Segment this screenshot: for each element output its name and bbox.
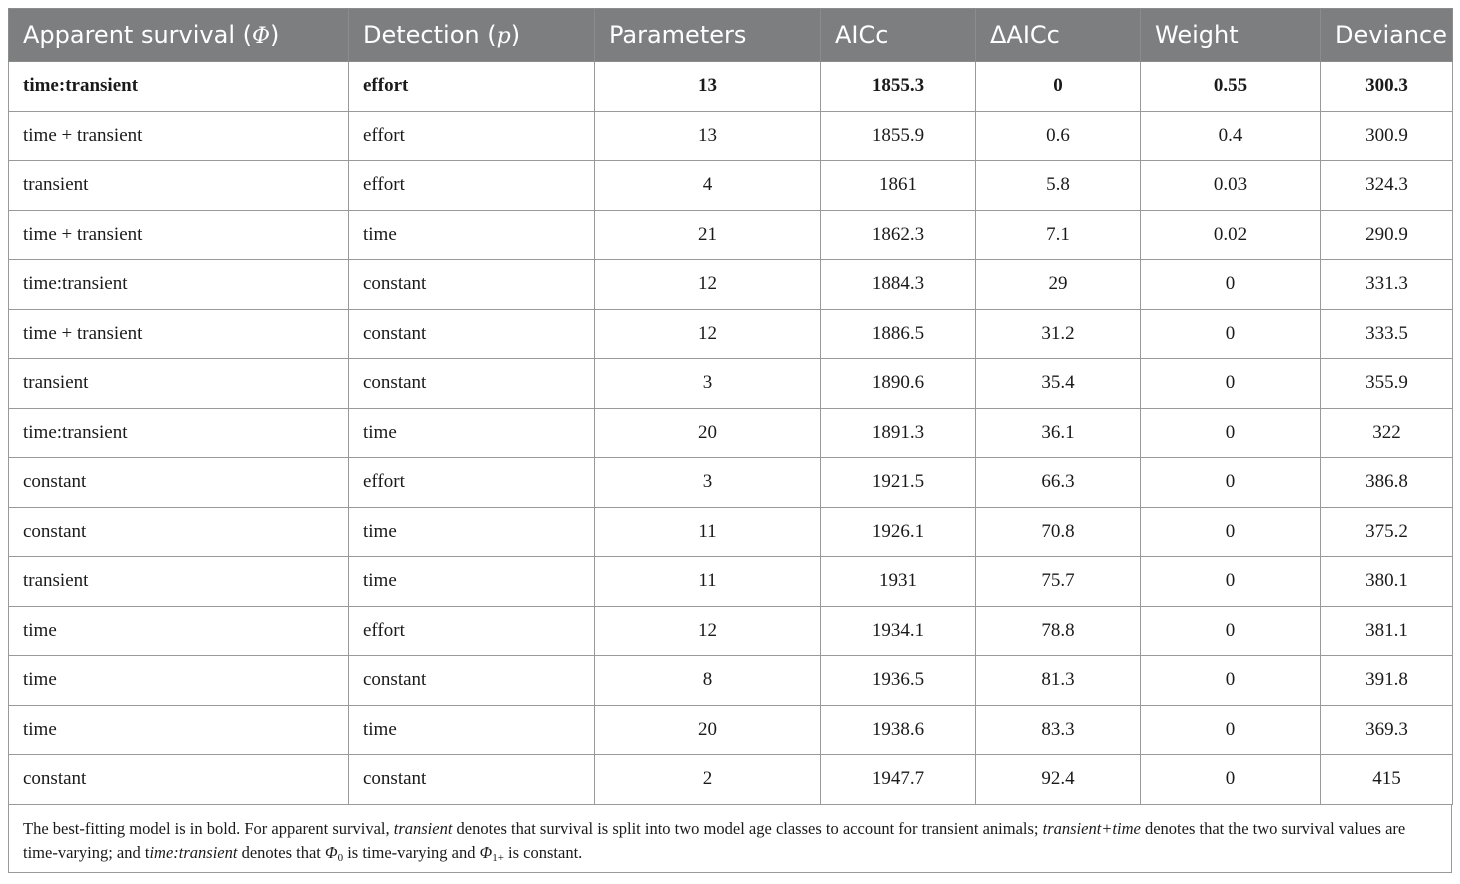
table-row [9,606,1453,656]
cell-detection: effort [349,606,595,656]
cell-delta-aicc: 81.3 [976,656,1141,706]
cell-weight: 0 [1141,458,1321,508]
cell-aicc: 1861 [821,161,976,211]
footnote-text: denotes that the two survival values are time-varying; and t [23,818,1406,862]
cell-delta-aicc: 36.1 [976,408,1141,458]
cell-parameters: 20 [595,408,821,458]
table-row [9,210,1453,260]
table-row [9,408,1453,458]
cell-weight: 0 [1141,606,1321,656]
phi-subscript: 1+ [492,851,504,864]
table-footnote [8,805,1452,873]
table-row [9,62,1453,112]
cell-parameters: 20 [595,705,821,755]
cell-detection: constant [349,755,595,805]
cell-aicc: 1934.1 [821,606,976,656]
cell-aicc: 1947.7 [821,755,976,805]
header-deviance [1321,9,1453,62]
cell-delta-aicc: 7.1 [976,210,1141,260]
cell-detection: time [349,705,595,755]
cell-deviance: 415 [1321,755,1453,805]
table-row [9,656,1453,706]
cell-parameters: 3 [595,359,821,409]
results-table-container [8,8,1452,873]
footnote-text: is time-varying and [343,842,480,862]
cell-aicc: 1926.1 [821,507,976,557]
cell-deviance: 331.3 [1321,260,1453,310]
cell-deviance: 333.5 [1321,309,1453,359]
cell-survival: constant [9,507,349,557]
cell-survival: transient [9,359,349,409]
cell-weight: 0 [1141,359,1321,409]
cell-aicc: 1891.3 [821,408,976,458]
cell-aicc: 1862.3 [821,210,976,260]
cell-detection: effort [349,111,595,161]
header-label: ) [510,21,521,49]
header-label: Weight [1155,21,1239,49]
cell-delta-aicc: 29 [976,260,1141,310]
cell-weight: 0.03 [1141,161,1321,211]
header-aicc [821,9,976,62]
header-detection [349,9,595,62]
footnote-italic-term: transient+time [1042,818,1141,838]
cell-weight: 0 [1141,755,1321,805]
header-delta-aicc [976,9,1141,62]
cell-survival: time [9,705,349,755]
cell-deviance: 300.9 [1321,111,1453,161]
cell-aicc: 1890.6 [821,359,976,409]
cell-aicc: 1886.5 [821,309,976,359]
cell-weight: 0 [1141,309,1321,359]
header-label: AICc [835,21,889,49]
cell-deviance: 381.1 [1321,606,1453,656]
header-weight [1141,9,1321,62]
cell-survival: time:transient [9,408,349,458]
footnote-italic-term: ime:transient [149,842,238,862]
cell-parameters: 12 [595,606,821,656]
cell-detection: time [349,210,595,260]
table-header [9,9,1453,62]
header-label: Parameters [609,21,747,49]
table-row [9,705,1453,755]
cell-detection: time [349,507,595,557]
cell-parameters: 13 [595,62,821,112]
footnote-text: The best-fitting model is in bold. For apparent survival, [23,818,394,838]
cell-survival: time [9,656,349,706]
cell-survival: time:transient [9,260,349,310]
cell-parameters: 11 [595,557,821,607]
table-row [9,359,1453,409]
cell-survival: constant [9,458,349,508]
cell-delta-aicc: 92.4 [976,755,1141,805]
cell-delta-aicc: 78.8 [976,606,1141,656]
cell-detection: time [349,408,595,458]
cell-delta-aicc: 5.8 [976,161,1141,211]
cell-weight: 0 [1141,557,1321,607]
cell-weight: 0 [1141,656,1321,706]
cell-delta-aicc: 83.3 [976,705,1141,755]
cell-deviance: 290.9 [1321,210,1453,260]
cell-survival: time + transient [9,210,349,260]
cell-deviance: 300.3 [1321,62,1453,112]
cell-delta-aicc: 31.2 [976,309,1141,359]
header-symbol: Φ [251,24,271,49]
cell-survival: transient [9,557,349,607]
phi-symbol: Φ [479,842,493,862]
cell-survival: time + transient [9,309,349,359]
cell-detection: constant [349,309,595,359]
table-row [9,507,1453,557]
cell-survival: transient [9,161,349,211]
cell-deviance: 324.3 [1321,161,1453,211]
table-row [9,458,1453,508]
cell-parameters: 3 [595,458,821,508]
cell-aicc: 1938.6 [821,705,976,755]
header-label: ΔAICc [990,21,1060,49]
table-body [9,62,1453,805]
cell-detection: effort [349,458,595,508]
cell-parameters: 12 [595,309,821,359]
header-row [9,9,1453,62]
cell-deviance: 380.1 [1321,557,1453,607]
cell-survival: time:transient [9,62,349,112]
phi-subscript: 0 [337,851,344,864]
cell-detection: effort [349,161,595,211]
cell-survival: constant [9,755,349,805]
cell-aicc: 1884.3 [821,260,976,310]
cell-parameters: 8 [595,656,821,706]
phi-symbol: Φ [325,842,338,862]
cell-delta-aicc: 35.4 [976,359,1141,409]
cell-weight: 0 [1141,507,1321,557]
header-parameters [595,9,821,62]
cell-detection: constant [349,260,595,310]
cell-parameters: 13 [595,111,821,161]
cell-delta-aicc: 0.6 [976,111,1141,161]
header-label: Deviance [1335,21,1447,49]
table-row [9,557,1453,607]
cell-delta-aicc: 0 [976,62,1141,112]
cell-delta-aicc: 70.8 [976,507,1141,557]
footnote-text: denotes that survival is split into two model age classes to account for transient animals; [452,818,1043,838]
cell-survival: time + transient [9,111,349,161]
cell-parameters: 12 [595,260,821,310]
table-row [9,309,1453,359]
cell-detection: constant [349,656,595,706]
table-row [9,161,1453,211]
cell-detection: constant [349,359,595,409]
cell-delta-aicc: 66.3 [976,458,1141,508]
cell-weight: 0 [1141,408,1321,458]
cell-parameters: 4 [595,161,821,211]
cell-deviance: 391.8 [1321,656,1453,706]
cell-aicc: 1931 [821,557,976,607]
cell-weight: 0 [1141,705,1321,755]
cell-deviance: 386.8 [1321,458,1453,508]
cell-weight: 0.4 [1141,111,1321,161]
cell-detection: time [349,557,595,607]
cell-weight: 0.55 [1141,62,1321,112]
header-label: Apparent survival ( [23,21,252,49]
header-apparent-survival [9,9,349,62]
cell-deviance: 369.3 [1321,705,1453,755]
table-row [9,260,1453,310]
table-row [9,111,1453,161]
cell-aicc: 1936.5 [821,656,976,706]
cell-parameters: 2 [595,755,821,805]
cell-aicc: 1855.9 [821,111,976,161]
cell-weight: 0.02 [1141,210,1321,260]
cell-weight: 0 [1141,260,1321,310]
model-selection-table [8,8,1453,805]
footnote-text: denotes that [237,842,325,862]
cell-deviance: 375.2 [1321,507,1453,557]
footnote-text: is constant. [503,842,583,862]
header-label: ) [270,21,280,49]
cell-survival: time [9,606,349,656]
cell-parameters: 21 [595,210,821,260]
cell-deviance: 322 [1321,408,1453,458]
table-row [9,755,1453,805]
header-label: Detection ( [363,21,497,49]
cell-parameters: 11 [595,507,821,557]
header-symbol: p [496,24,511,49]
footnote-italic-term: transient [393,818,453,838]
cell-delta-aicc: 75.7 [976,557,1141,607]
cell-detection: effort [349,62,595,112]
cell-aicc: 1921.5 [821,458,976,508]
cell-aicc: 1855.3 [821,62,976,112]
cell-deviance: 355.9 [1321,359,1453,409]
